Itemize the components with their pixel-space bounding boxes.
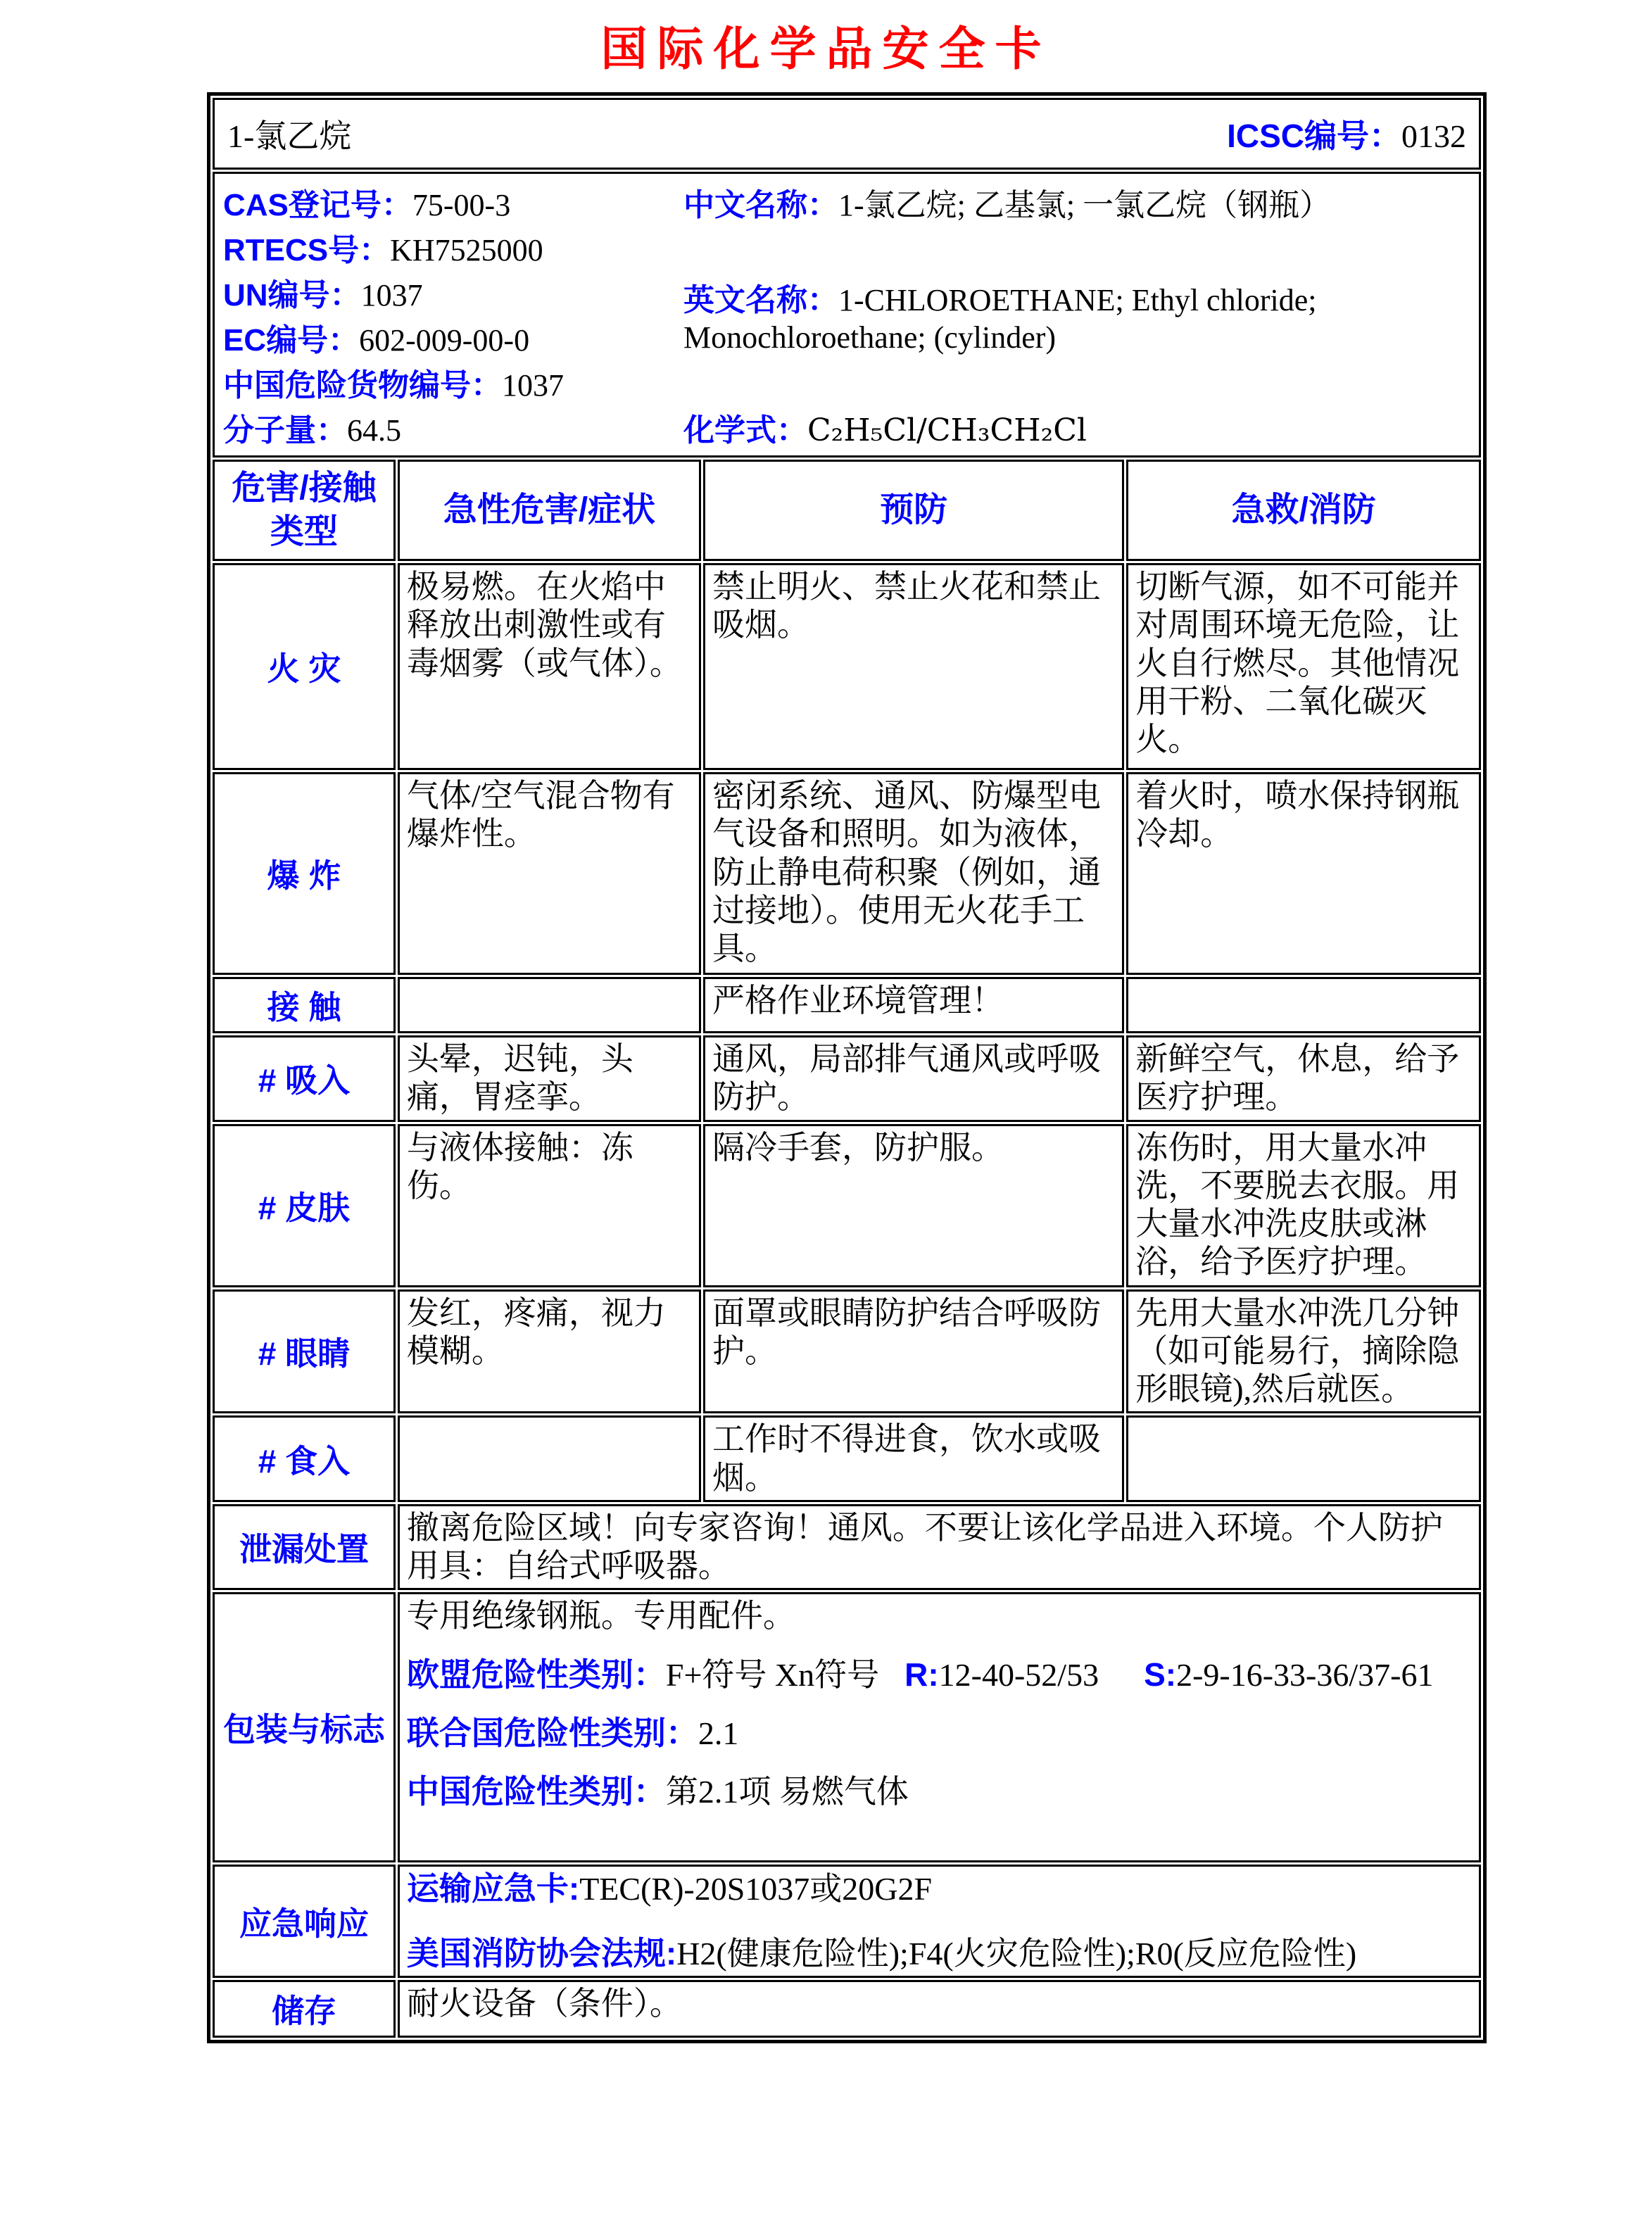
skin-prevention: 隔冷手套，防护服。 (703, 1124, 1124, 1287)
emergency-content (398, 1865, 1481, 1978)
storage-text: 耐火设备（条件）。 (398, 1980, 1481, 2038)
contact-symptoms (398, 977, 701, 1033)
ingestion-response (1126, 1415, 1481, 1502)
packaging-cylinder-note: 专用绝缘钢瓶。专用配件。 (406, 1598, 795, 1634)
transport-emergency-card-label: 运输应急卡: (406, 1870, 580, 1907)
registry-numbers-block (222, 177, 679, 453)
section-label-spill: 泄漏处置 (213, 1504, 396, 1591)
row-emergency-response (213, 1865, 1481, 1978)
hazard-type-label: # 皮肤 (213, 1124, 396, 1287)
ec-number-line: EC编号：602-009-00-0 (223, 323, 530, 358)
row-skin (213, 1124, 1481, 1287)
hazard-type-label: # 吸入 (213, 1035, 396, 1122)
row-contact (213, 977, 1481, 1033)
cas-number-line: CAS登记号：75-00-3 (223, 188, 511, 222)
icsc-number-group (1227, 111, 1466, 157)
chinese-name-line: 中文名称：1-氯乙烷; 乙基氯; 一氯乙烷（钢瓶） (683, 188, 1331, 222)
china-hazard-class-label: 中国危险性类别： (406, 1773, 666, 1810)
un-hazard-class-label: 联合国危险性类别： (406, 1714, 698, 1751)
explosion-prevention: 密闭系统、通风、防爆型电气设备和照明。如为液体，防止静电荷积聚（例如，通过接地）。使用无火花手工具。 (703, 772, 1124, 975)
row-eyes (213, 1289, 1481, 1414)
header-first-aid: 急救/消防 (1126, 460, 1481, 561)
chemical-formula: C₂H₅Cl/CH₃CH₂Cl (807, 412, 1087, 448)
fire-prevention: 禁止明火、禁止火花和禁止吸烟。 (703, 563, 1124, 770)
hazard-type-label: 接 触 (213, 977, 396, 1033)
eu-hazard-class-line: 欧盟危险性类别：F+符号 Xn符号 R:12-40-52/53 S:2-9-16-33-36/37-61 (406, 1655, 1434, 1693)
chemical-name: 1-氯乙烷 (227, 118, 352, 154)
skin-symptoms: 与液体接触：冻伤。 (398, 1124, 701, 1287)
icsc-number: 0132 (1401, 118, 1466, 154)
row-packaging (213, 1592, 1481, 1862)
eyes-symptoms: 发红，疼痛，视力模糊。 (398, 1289, 701, 1414)
safety-card-page (0, 11, 1652, 2043)
ingestion-symptoms (398, 1415, 701, 1502)
hazard-type-label: 爆 炸 (213, 772, 396, 975)
nfpa-code-label: 美国消防协会法规: (406, 1934, 677, 1972)
section-label-packaging: 包装与标志 (213, 1592, 396, 1862)
row-spill-disposal (213, 1504, 1481, 1591)
inhalation-symptoms: 头晕，迟钝，头痛，胃痉挛。 (398, 1035, 701, 1122)
china-hazard-class-line: 中国危险性类别：第2.1项 易燃气体 (406, 1773, 909, 1810)
ingestion-prevention: 工作时不得进食，饮水或吸烟。 (703, 1415, 1124, 1502)
explosion-symptoms: 气体/空气混合物有爆炸性。 (398, 772, 701, 975)
page-title: 国际化学品安全卡 (600, 23, 1052, 75)
fire-symptoms: 极易燃。在火焰中释放出刺激性或有毒烟雾（或气体）。 (398, 563, 701, 770)
eyes-response: 先用大量水冲洗几分钟（如可能易行，摘除隐形眼镜),然后就医。 (1126, 1289, 1481, 1414)
spill-disposal-text: 撤离危险区域！向专家咨询！通风。不要让该化学品进入环境。个人防护用具：自给式呼吸器。 (398, 1504, 1481, 1591)
transport-emergency-card-line: 运输应急卡:TEC(R)-20S1037或20G2F (406, 1870, 933, 1907)
china-dg-number-line: 中国危险货物编号：1037 (223, 368, 564, 403)
formula-line: 化学式：C₂H₅Cl/CH₃CH₂Cl (683, 412, 1087, 448)
row-fire (213, 563, 1481, 770)
explosion-response: 着火时，喷水保持钢瓶冷却。 (1126, 772, 1481, 975)
names-block (679, 177, 1472, 453)
r-phrases-value: 12-40-52/53 (938, 1656, 1099, 1693)
english-name-line: 英文名称：1-CHLOROETHANE; Ethyl chloride; Monochloroethane; (cylinder) (683, 282, 1317, 355)
hazard-type-label: # 眼睛 (213, 1289, 396, 1414)
un-number-line: UN编号：1037 (223, 278, 423, 313)
s-phrases-value: 2-9-16-33-36/37-61 (1176, 1656, 1434, 1693)
identification-row (213, 172, 1481, 458)
packaging-content (398, 1592, 1481, 1862)
hazard-header-row (213, 460, 1481, 561)
header-hazard-type: 危害/接触类型 (213, 460, 396, 561)
fire-response: 切断气源，如不可能并对周围环境无危险，让火自行燃尽。其他情况用干粉、二氧化碳灭火。 (1126, 563, 1481, 770)
identification-cell (213, 172, 1481, 458)
rtecs-number-line: RTECS号：KH7525000 (223, 233, 543, 267)
un-hazard-class-line: 联合国危险性类别：2.1 (406, 1714, 739, 1751)
s-phrases-label: S: (1144, 1655, 1177, 1693)
nfpa-code-line: 美国消防协会法规:H2(健康危险性);F4(火灾危险性);R0(反应危险性) (406, 1934, 1357, 1972)
icsc-label: ICSC编号： (1227, 118, 1401, 154)
r-phrases-label: R: (904, 1655, 939, 1693)
molecular-weight-line: 分子量：64.5 (223, 413, 401, 448)
eyes-prevention: 面罩或眼睛防护结合呼吸防护。 (703, 1289, 1124, 1414)
header-prevention: 预防 (703, 460, 1124, 561)
hazard-type-label: 火 灾 (213, 563, 396, 770)
row-explosion (213, 772, 1481, 975)
section-label-storage: 储存 (213, 1980, 396, 2038)
inhalation-prevention: 通风，局部排气通风或呼吸防护。 (703, 1035, 1124, 1122)
row-ingestion (213, 1415, 1481, 1502)
contact-prevention: 严格作业环境管理！ (703, 977, 1124, 1033)
header-acute-symptoms: 急性危害/症状 (398, 460, 701, 561)
row-storage (213, 1980, 1481, 2038)
hazard-type-label: # 食入 (213, 1415, 396, 1502)
chemical-name-row (213, 98, 1481, 170)
inhalation-response: 新鲜空气，休息，给予医疗护理。 (1126, 1035, 1481, 1122)
chemical-name-cell (213, 98, 1481, 170)
eu-hazard-class-label: 欧盟危险性类别： (406, 1655, 666, 1693)
safety-card-table (207, 92, 1487, 2043)
contact-response (1126, 977, 1481, 1033)
skin-response: 冻伤时，用大量水冲洗，不要脱去衣服。用大量水冲洗皮肤或淋浴，给予医疗护理。 (1126, 1124, 1481, 1287)
row-inhalation (213, 1035, 1481, 1122)
section-label-emergency: 应急响应 (213, 1865, 396, 1978)
